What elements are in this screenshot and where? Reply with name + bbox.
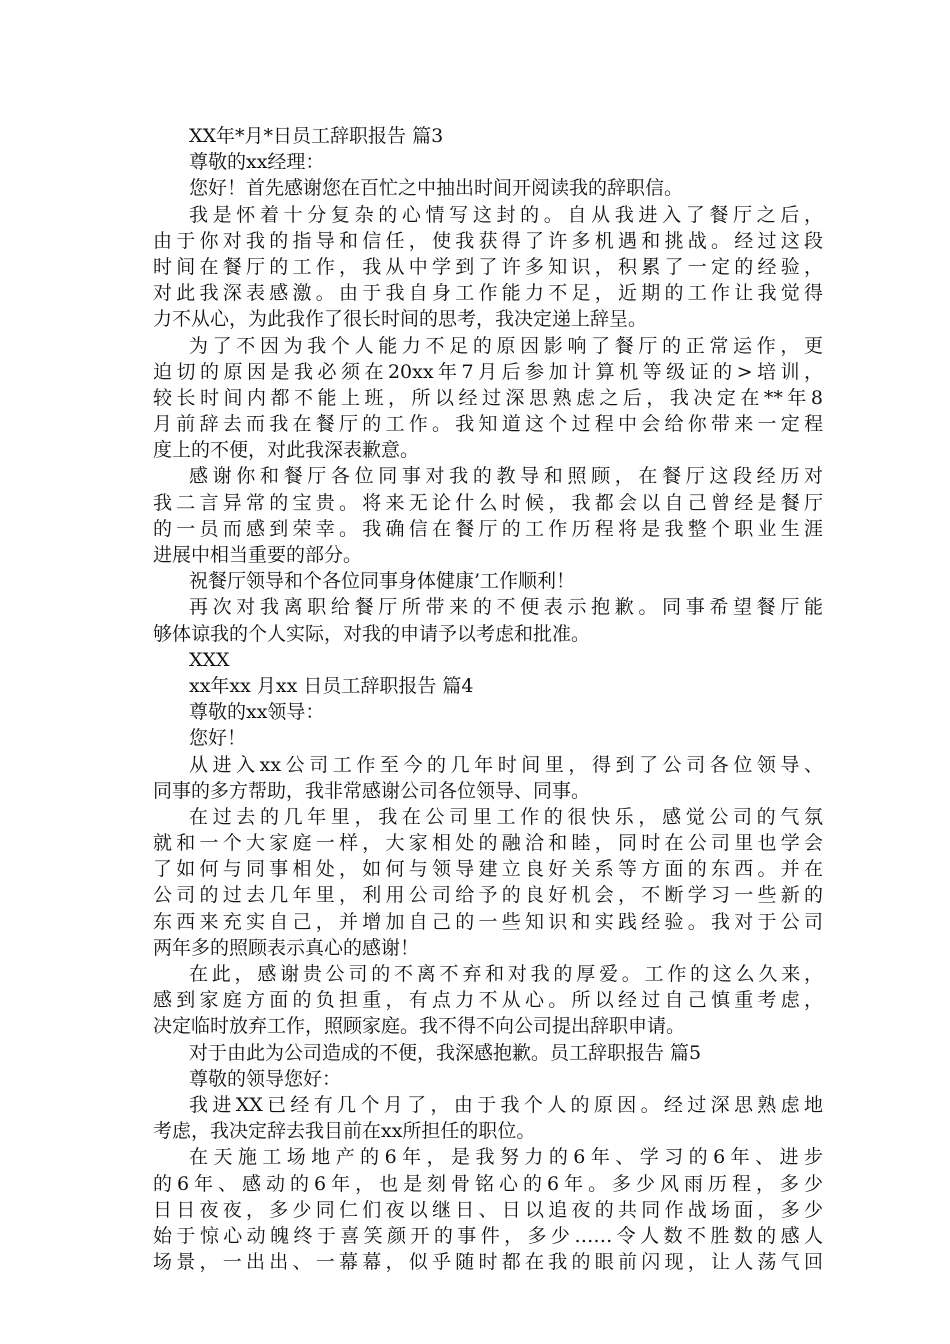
paragraph-line: 从进入xx公司工作至今的几年时间里，得到了公司各位领导、 <box>189 753 823 776</box>
paragraph-line: 东西来充实自己，并增加自己的一些知识和实践经验。我对于公司 <box>153 910 823 933</box>
paragraph <box>153 568 823 594</box>
paragraph-line: 对此我深表感激。由于我自身工作能力不足，近期的工作让我觉得 <box>153 282 823 305</box>
paragraph <box>153 961 823 1040</box>
paragraph-line: 时间在餐厅的工作，我从中学到了许多知识，积累了一定的经验， <box>153 255 823 278</box>
paragraph-line: 由于你对我的指导和信任，使我获得了许多机遇和挑战。经过这段 <box>153 229 823 252</box>
paragraph-line: 的一员而感到荣幸。我确信在餐厅的工作历程将是我整个职业生涯 <box>153 517 823 540</box>
paragraph-line: 尊敬的xx领导： <box>189 701 325 724</box>
paragraph-line: 日日夜夜，多少同仁们夜以继日、日以追夜的共同作战场面，多少 <box>153 1198 823 1221</box>
paragraph <box>153 175 823 201</box>
paragraph <box>153 699 823 725</box>
paragraph-line: 度上的不便，对此我深表歉意。 <box>153 439 420 462</box>
paragraph-line: XXX <box>189 648 230 671</box>
paragraph-line: 在天施工场地产的6年，是我努力的6年、学习的6年、进步 <box>189 1146 823 1169</box>
paragraph-line: 场景，一出出、一幕幕，似乎随时都在我的眼前闪现，让人荡气回 <box>153 1251 823 1274</box>
paragraph-line: 祝餐厅领导和个各位同事身体健康’工作顺利！ <box>189 570 576 593</box>
paragraph-line: 再次对我离职给餐厅所带来的不便表示抱歉。同事希望餐厅能 <box>189 596 823 619</box>
paragraph <box>153 725 823 751</box>
paragraph-line: 迫切的原因是我必须在20xx年7月后参加计算机等级证的>培训， <box>153 360 823 383</box>
paragraph-line: 我进XX已经有几个月了，由于我个人的原因。经过深思熟虑地 <box>189 1093 823 1116</box>
paragraph-line: 我是怀着十分复杂的心情写这封的。自从我进入了餐厅之后， <box>189 203 823 226</box>
paragraph-line: 决定临时放弃工作，照顾家庭。我不得不向公司提出辞职申请。 <box>153 1015 686 1038</box>
paragraph-line: 在此，感谢贵公司的不离不弃和对我的厚爱。工作的这么久来， <box>189 963 823 985</box>
paragraph-line: 了如何与同事相处，如何与领导建立良好关系等方面的东西。并在 <box>153 858 823 881</box>
paragraph-line: 我二言异常的宝贵。将来无论什么时候，我都会以自己曾经是餐厅 <box>153 491 823 514</box>
paragraph-line: XX年*月*日员工辞职报告 篇3 <box>189 125 444 147</box>
paragraph <box>153 463 823 568</box>
paragraph <box>153 1092 823 1144</box>
paragraph-line: 感谢你和餐厅各位同事对我的教导和照顾，在餐厅这段经历对 <box>189 465 823 488</box>
paragraph <box>153 647 823 673</box>
paragraph <box>153 673 823 699</box>
paragraph-line: 同事的多方帮助，我非常感谢公司各位领导、同事。 <box>153 779 591 802</box>
paragraph-line: 尊敬的xx经理： <box>189 151 325 174</box>
paragraph-line: 的6年、感动的6年，也是刻骨铭心的6年。多少风雨历程，多少 <box>153 1172 823 1195</box>
paragraph-line: xx年xx 月xx 日员工辞职报告 篇4 <box>189 674 474 697</box>
paragraph <box>153 752 823 804</box>
paragraph-line: 公司的过去几年里，利用公司给予的良好机会，不断学习一些新的 <box>153 884 823 907</box>
paragraph-line: 够体谅我的个人实际，对我的申请予以考虑和批准。 <box>153 622 591 645</box>
paragraph-line: 感到家庭方面的负担重，有点力不从心。所以经过自己慎重考虑， <box>153 989 823 1012</box>
paragraph-line: 尊敬的领导您好： <box>189 1067 342 1090</box>
paragraph-line: 对于由此为公司造成的不便，我深感抱歉。员工辞职报告 篇5 <box>189 1041 702 1064</box>
paragraph <box>153 149 823 175</box>
paragraph-line: 进展中相当重要的部分。 <box>153 544 363 566</box>
paragraph-line: 考虑，我决定辞去我目前在xx所担任的职位。 <box>153 1120 536 1143</box>
paragraph <box>153 804 823 961</box>
paragraph <box>153 202 823 333</box>
paragraph-line: 为了不因为我个人能力不足的原因影响了餐厅的正常运作，更 <box>189 334 823 357</box>
paragraph-line: 您好！ <box>189 727 247 750</box>
paragraph <box>153 594 823 646</box>
paragraph-line: 在过去的几年里，我在公司里工作的很快乐，感觉公司的气氛 <box>189 805 823 828</box>
paragraph <box>153 123 823 149</box>
paragraph <box>153 1066 823 1092</box>
paragraph-line: 较长时间内都不能上班，所以经过深思熟虑之后，我决定在**年8 <box>153 386 823 409</box>
paragraph-line: 始于惊心动魄终于喜笑颜开的事件，多少……令人数不胜数的感人 <box>153 1224 823 1247</box>
paragraph-line: 月前辞去而我在餐厅的工作。我知道这个过程中会给你带来一定程 <box>153 413 823 436</box>
document-body <box>153 123 823 1275</box>
paragraph-line: 两年多的照顾表示真心的感谢！ <box>153 936 420 959</box>
paragraph <box>153 1040 823 1066</box>
paragraph-line: 就和一个大家庭一样，大家相处的融洽和睦，同时在公司里也学会 <box>153 832 823 855</box>
paragraph-line: 您好！首先感谢您在百忙之中抽出时间开阅读我的辞职信。 <box>189 177 684 200</box>
paragraph-line: 力不从心，为此我作了很长时间的思考，我决定递上辞呈。 <box>153 308 648 331</box>
paragraph <box>153 333 823 464</box>
paragraph <box>153 1144 823 1275</box>
